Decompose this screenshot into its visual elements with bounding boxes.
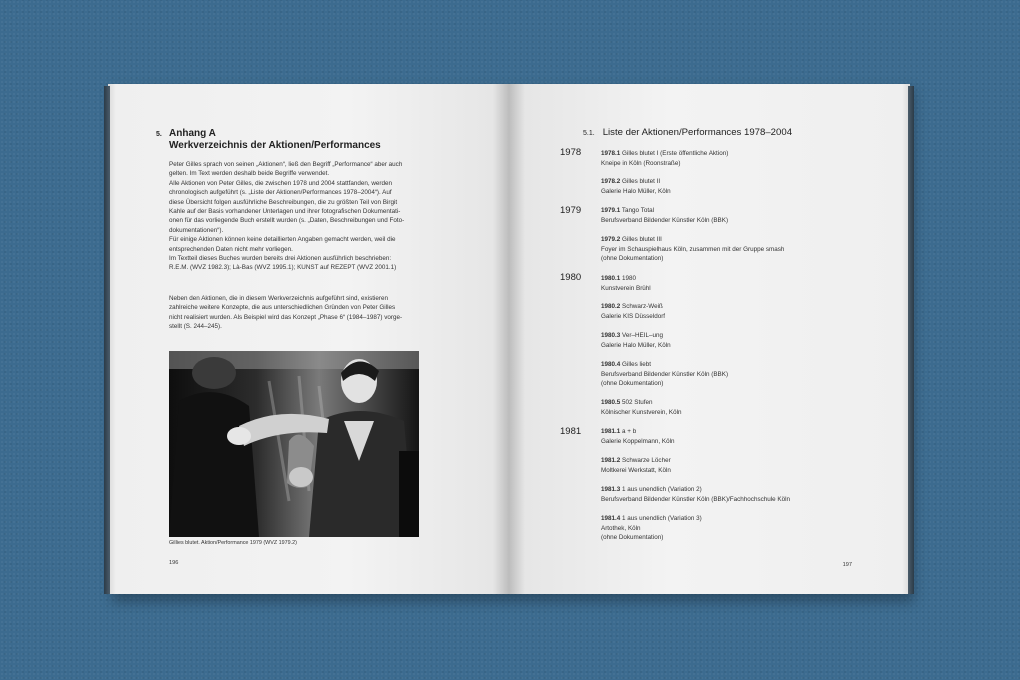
photo-caption: Gillies blutet. Aktion/Performance 1979 (WVZ 1979.2)	[169, 540, 297, 546]
text-line: chronologisch aufgeführt (s. „Liste der Aktionen/Performances 1978–2004“). Auf	[169, 189, 392, 197]
entry-title: 1 aus unendlich (Variation 3)	[622, 515, 702, 522]
text-line: Kahle auf der Basis vorhandener Unterlagen und ihrer fotografischen Dokumentati-	[169, 208, 401, 216]
intro-paragraph	[169, 160, 419, 273]
right-page	[509, 84, 910, 594]
year-label: 1978	[560, 147, 582, 158]
entry-code: 1980.4	[601, 361, 621, 368]
text-line: Im Textteil dieses Buches wurden bereits drei Aktionen ausführlich beschrieben:	[169, 255, 392, 263]
text-line: Alle Aktionen von Peter Gilles, die zwischen 1978 und 2004 stattfanden, werden	[169, 179, 392, 187]
section-title-line1: Anhang A	[169, 128, 216, 139]
entry-title: Gilles blutet I (Erste öffentliche Aktion)	[622, 150, 729, 157]
entry-title: Gilles liebt	[622, 361, 652, 368]
entry-code: 1979.1	[601, 207, 621, 214]
list-item	[601, 302, 665, 321]
entry-venue: Foyer im Schauspielhaus Köln, zusammen mit der Gruppe smash	[601, 245, 785, 253]
text-line: Peter Gilles sprach von seinen „Aktionen“, ließ den Begriff „Performance“ aber auch	[169, 161, 403, 168]
performance-photo	[169, 351, 419, 537]
entry-code: 1980.3	[601, 332, 621, 339]
entry-title: 1 aus unendlich (Variation 2)	[622, 486, 702, 493]
year-label: 1980	[560, 272, 582, 283]
entry-venue: Galerie KIS Düsseldorf	[601, 312, 666, 320]
text-line: R.E.M. (WVZ 1982.3); Là-Bas (WVZ 1995.1); KUNST auf REZEPT (WVZ 2001.1)	[169, 264, 397, 272]
left-page	[108, 84, 509, 594]
book-cover-edge-left	[104, 86, 110, 594]
list-section-number: 5.1.	[583, 130, 595, 137]
text-line: onen für das vorliegende Buch erstellt wurden (s. „Daten, Beschreibungen und Foto-	[169, 217, 405, 225]
entry-venue: Moltkerei Werkstatt, Köln	[601, 466, 671, 474]
list-item	[601, 206, 728, 225]
entry-venue: Galerie Koppelmann, Köln	[601, 437, 675, 445]
section-title-line2: Werkverzeichnis der Aktionen/Performances	[169, 140, 381, 151]
text-line: Neben den Aktionen, die in diesem Werkverzeichnis aufgeführt sind, existieren	[169, 295, 388, 302]
entry-code: 1979.2	[601, 236, 621, 243]
year-label: 1981	[560, 426, 582, 437]
entry-title: Tango Total	[621, 207, 654, 214]
list-heading	[583, 127, 792, 138]
text-line: stellt (S. 244–245).	[169, 323, 222, 331]
text-line: gelten. Im Text werden deshalb beide Begriffe verwendet.	[169, 170, 330, 178]
entry-code: 1981.1	[601, 428, 621, 435]
text-line: diese Übersicht folgen ausführliche Beschreibungen, die zu größten Teil von Birgit	[169, 198, 398, 206]
entry-venue: Kölnischer Kunstverein, Köln	[601, 408, 682, 416]
entry-code: 1978.1	[601, 150, 621, 157]
entry-note: (ohne Dokumentation)	[601, 380, 664, 387]
list-title: Liste der Aktionen/Performances 1978–2004	[602, 127, 793, 138]
list-item	[601, 177, 671, 196]
entry-note: (ohne Dokumentation)	[601, 534, 664, 541]
list-item	[601, 274, 651, 293]
entry-venue: Berufsverband Bildender Künstler Köln (BBK)	[601, 370, 729, 378]
entry-title: 502 Stufen	[622, 399, 653, 406]
entry-venue: Galerie Halo Müller, Köln	[601, 341, 671, 349]
performance-photo-illustration	[169, 351, 419, 537]
text-line: entsprechenden Daten nicht mehr vorliegen.	[169, 245, 293, 253]
list-item	[601, 398, 682, 417]
page-number-right: 197	[842, 562, 852, 568]
entry-code: 1980.1	[601, 275, 621, 282]
entry-note: (ohne Dokumentation)	[601, 255, 664, 262]
concepts-paragraph	[169, 294, 419, 332]
page-number-left: 196	[169, 560, 179, 566]
book-cover-edge-right	[908, 86, 914, 594]
section-number: 5.	[156, 131, 162, 138]
list-item	[601, 514, 702, 543]
entry-code: 1978.2	[601, 178, 621, 185]
list-item	[601, 485, 790, 504]
open-book	[108, 84, 910, 596]
entry-venue: Kunstverein Brühl	[601, 284, 651, 292]
list-item	[601, 456, 671, 475]
entry-venue: Kneipe in Köln (Roonstraße)	[601, 159, 681, 167]
entry-title: a + b	[622, 428, 637, 435]
text-line: Für einige Aktionen können keine detaillierten Angaben gemacht werden, weil die	[169, 236, 396, 244]
list-item	[601, 427, 675, 446]
entry-title: Ver–HEIL–ung	[622, 332, 663, 339]
entry-title: Gilles blutet III	[622, 236, 662, 243]
entry-code: 1981.3	[601, 486, 621, 493]
entry-code: 1980.5	[601, 399, 621, 406]
text-line: dokumentationen“).	[169, 226, 224, 234]
list-item	[601, 331, 671, 350]
list-item	[601, 235, 784, 264]
entry-title: Schwarz-Weiß	[622, 303, 663, 310]
entry-title: Gilles blutet II	[622, 178, 661, 185]
entry-code: 1980.2	[601, 303, 621, 310]
entry-venue: Artothek, Köln	[601, 524, 641, 532]
entry-venue: Berufsverband Bildender Künstler Köln (BBK)/Fachhochschule Köln	[601, 495, 791, 503]
list-item	[601, 149, 728, 168]
entry-title: Schwarze Löcher	[622, 457, 671, 464]
text-line: zahlreiche weitere Konzepte, die aus unterschiedlichen Gründen von Peter Gilles	[169, 304, 396, 312]
list-item	[601, 360, 728, 389]
year-label: 1979	[560, 205, 582, 216]
entry-title: 1980	[622, 275, 637, 282]
entry-code: 1981.4	[601, 515, 621, 522]
entry-venue: Galerie Halo Müller, Köln	[601, 187, 671, 195]
entry-code: 1981.2	[601, 457, 621, 464]
text-line: nicht realisiert wurden. Als Beispiel wird das Konzept „Phase 6“ (1984–1987) vorge-	[169, 313, 403, 321]
entry-venue: Berufsverband Bildender Künstler Köln (BBK)	[601, 216, 729, 224]
